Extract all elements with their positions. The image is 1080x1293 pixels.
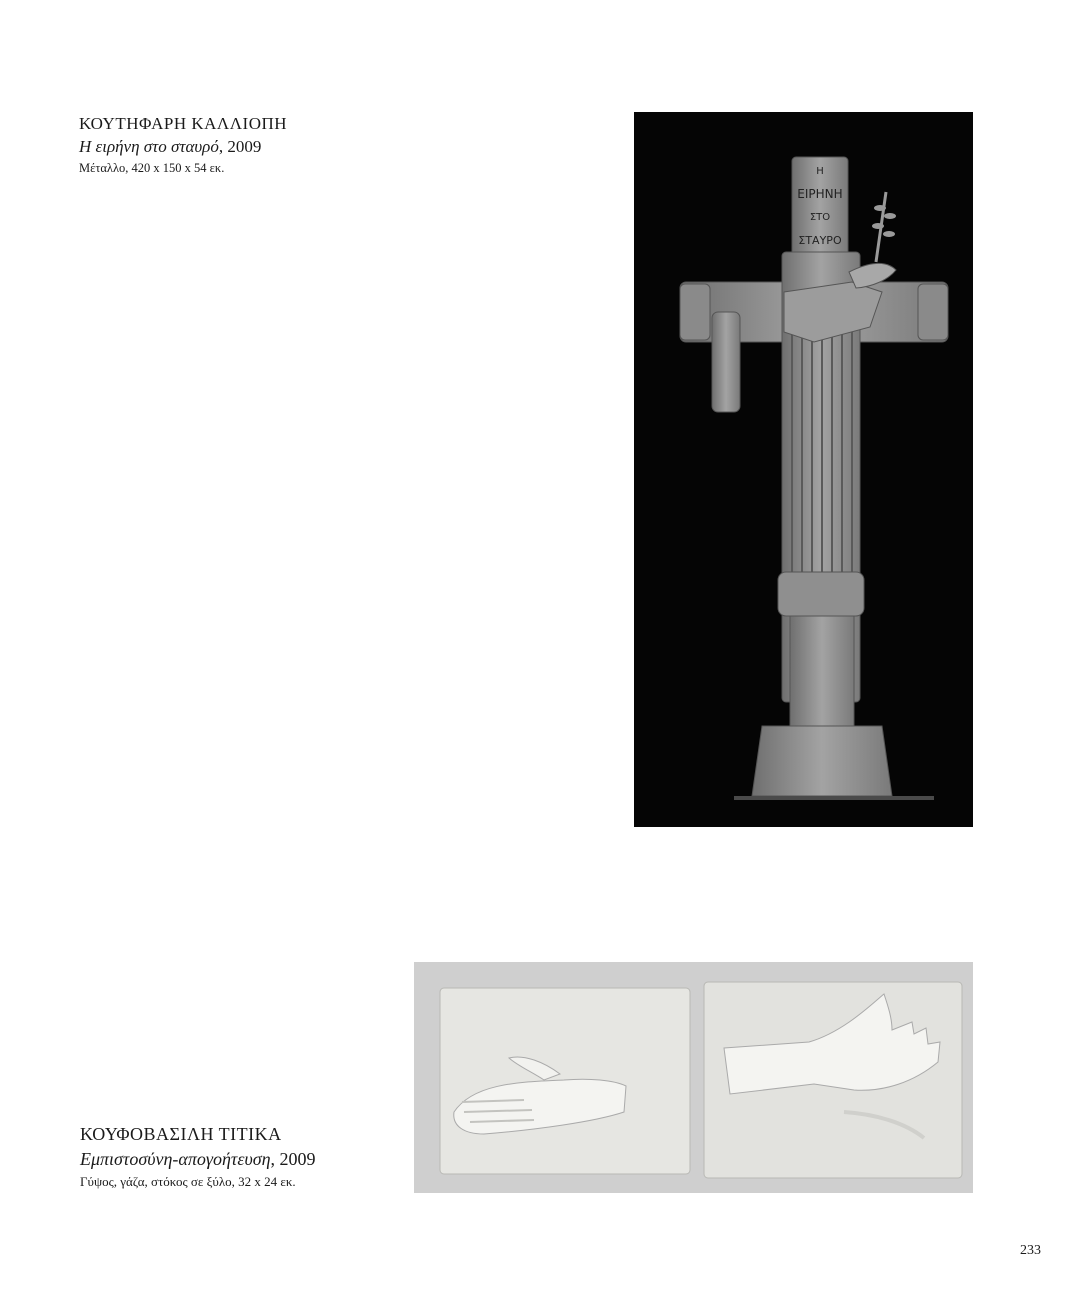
artwork-title: Εμπιστοσύνη-απογοήτευση <box>80 1149 271 1169</box>
plaster-hands-icon <box>414 962 973 1193</box>
artwork-title-line <box>80 1145 316 1173</box>
page-number: 233 <box>1020 1243 1041 1258</box>
artwork-title: Η ειρήνη στο σταυρό <box>79 137 219 156</box>
artist-name: ΚΟΥΤΗΦΑΡΗ ΚΑΛΛΙΟΠΗ <box>79 114 288 133</box>
artwork-medium: Γύψος, γάζα, στόκος σε ξύλο, 32 x 24 εκ. <box>80 1174 296 1189</box>
cross-sculpture-icon <box>634 112 973 827</box>
plaster-hands-photo <box>414 962 973 1193</box>
artwork-year: , 2009 <box>218 137 262 156</box>
cross-sculpture-photo <box>634 112 973 827</box>
inscription-line: ΣΤΟ <box>809 212 831 223</box>
inscription-line: Η <box>816 166 824 177</box>
artwork-medium: Μέταλλο, 420 x 150 x 54 εκ. <box>79 161 225 175</box>
inscription-line: ΕΙΡΗΝΗ <box>797 187 843 201</box>
caption-koufovasili <box>80 1123 316 1191</box>
artwork-year: , 2009 <box>270 1149 316 1169</box>
artwork-title-line <box>79 135 287 159</box>
caption-koutifari <box>79 113 287 177</box>
artist-name: ΚΟΥΦΟΒΑΣΙΛΗ ΤΙΤΙΚΑ <box>80 1124 282 1144</box>
inscription-line: ΣΤΑΥΡΟ <box>798 234 842 247</box>
